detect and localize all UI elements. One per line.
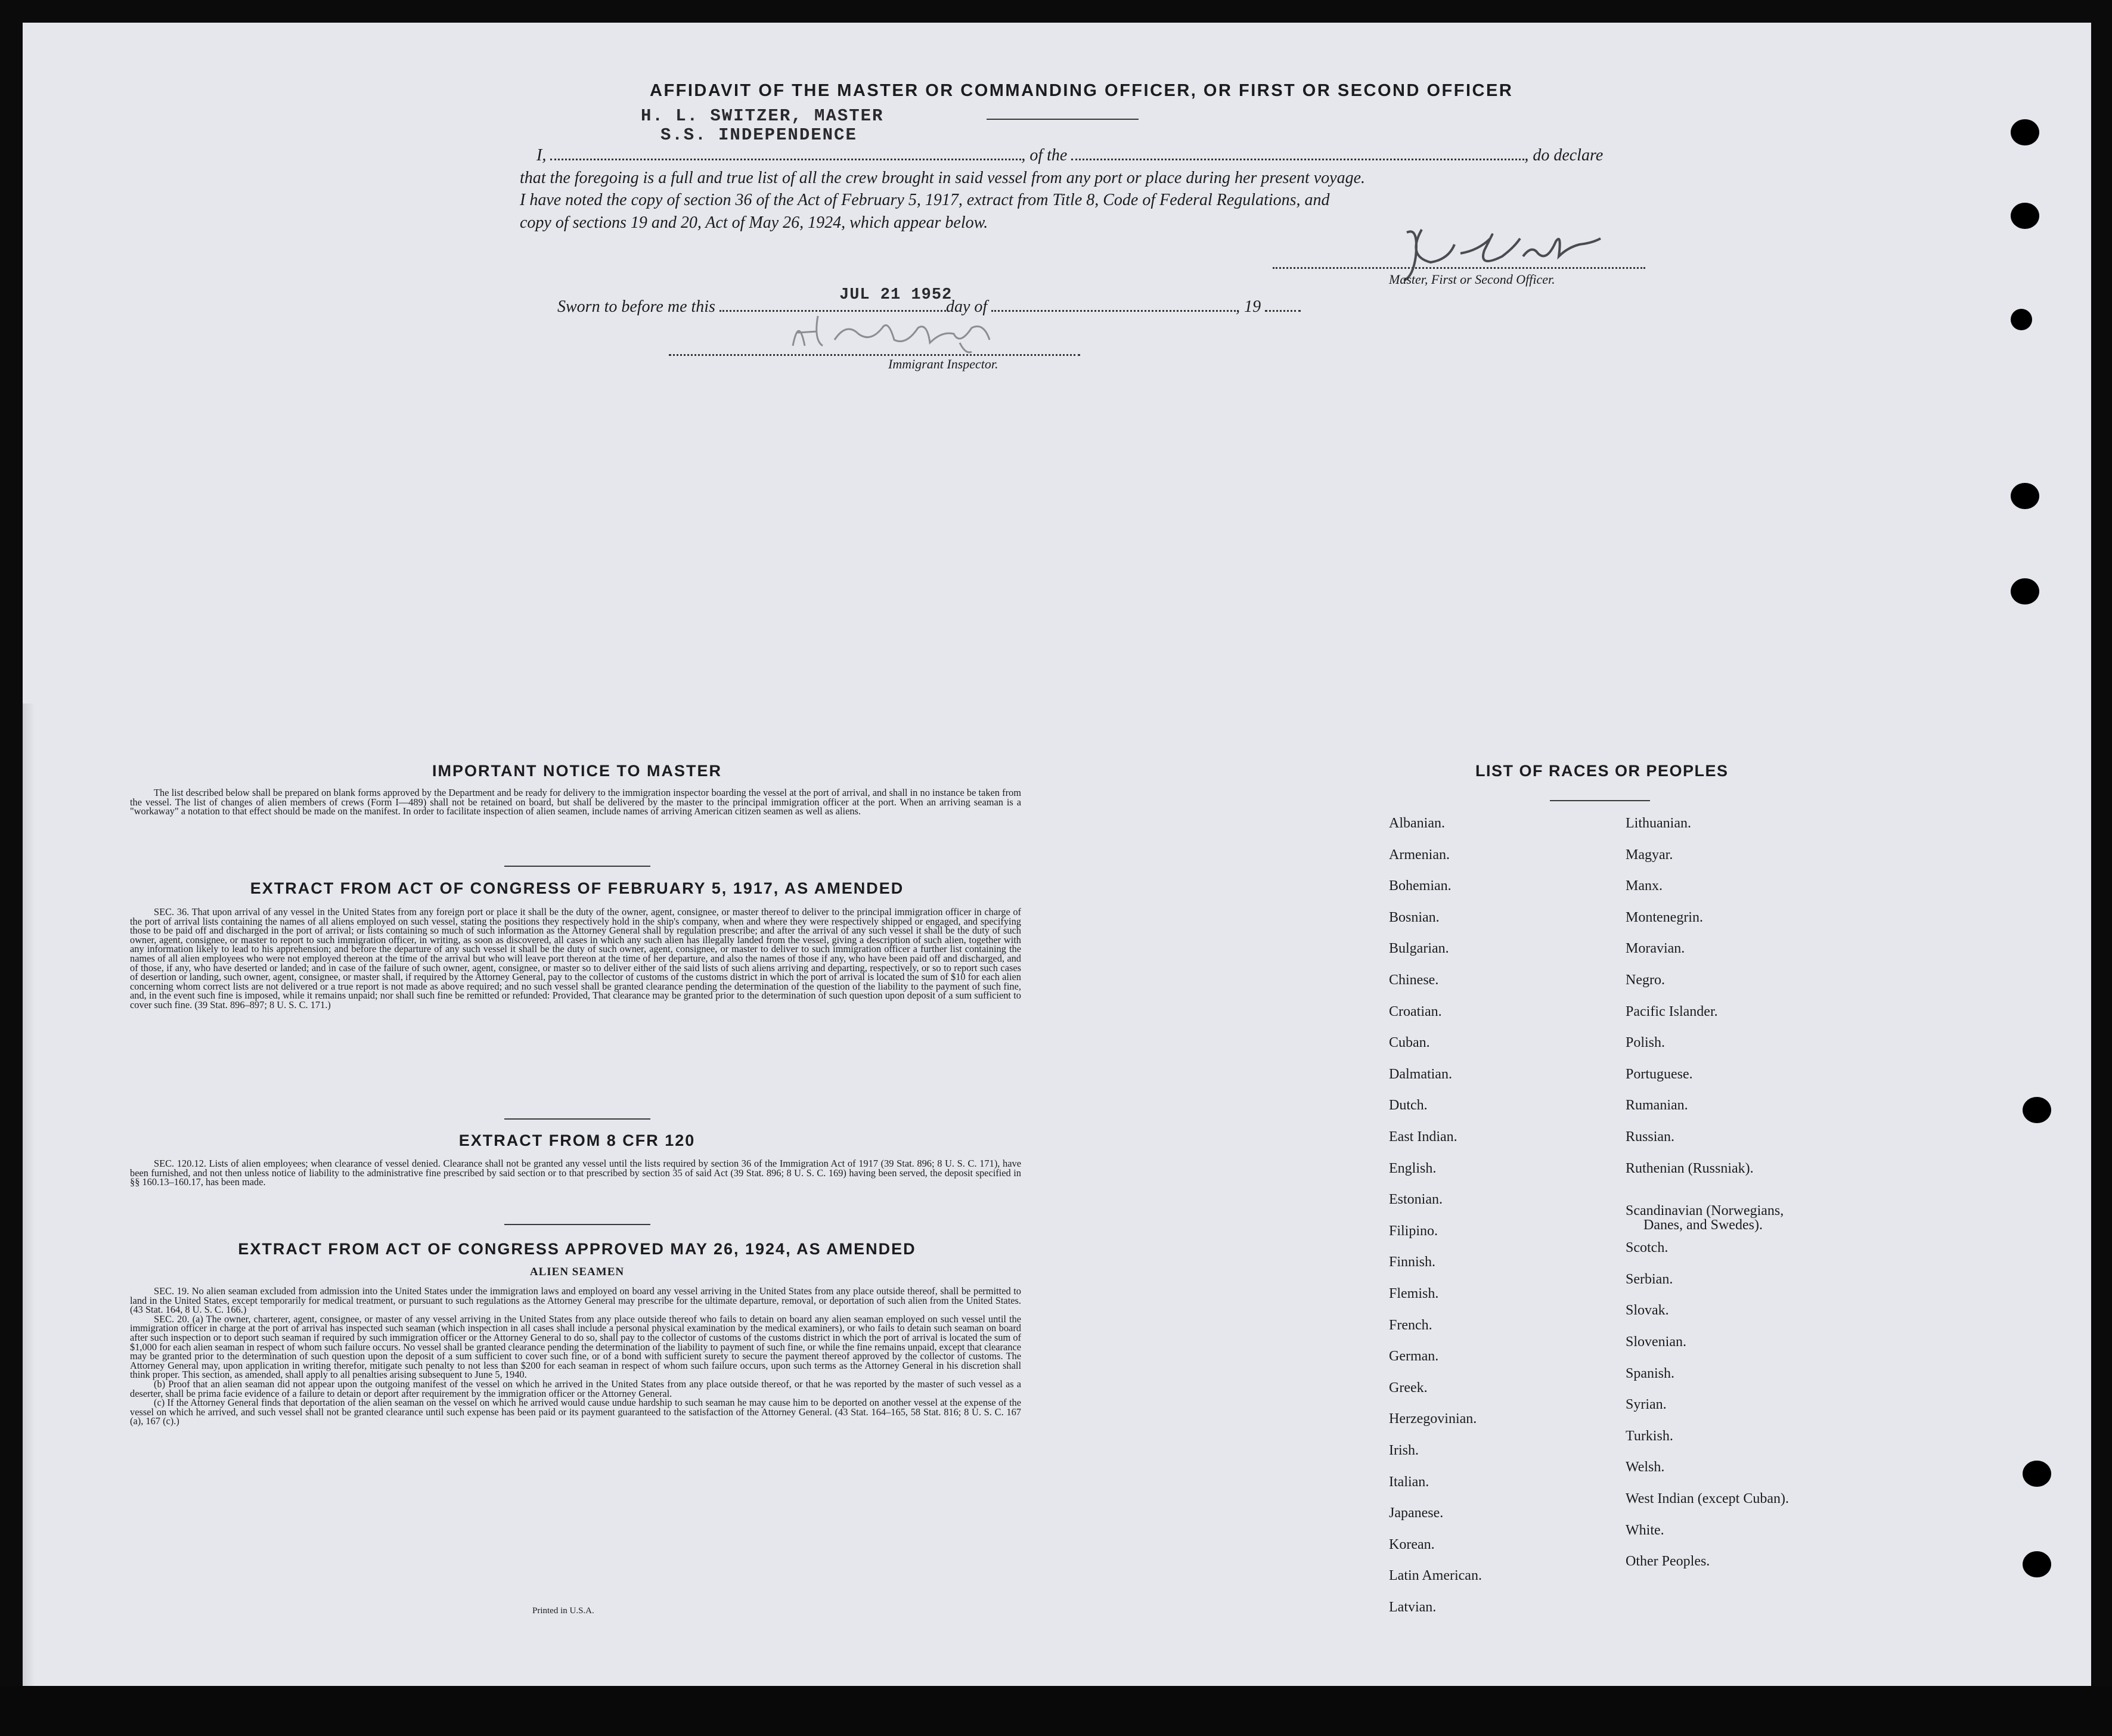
notice-text <box>130 788 1021 816</box>
extract-cfr-text <box>130 1159 1021 1187</box>
race-item: Albanian. <box>1389 816 1445 831</box>
race-item: Danes, and Swedes). <box>1643 1217 1763 1233</box>
sworn-year-blank <box>1265 297 1301 312</box>
races-divider <box>1550 800 1650 801</box>
notice-heading: IMPORTANT NOTICE TO MASTER <box>432 762 722 780</box>
race-item: Filipino. <box>1389 1223 1438 1239</box>
race-item: Manx. <box>1626 878 1663 894</box>
race-item: Magyar. <box>1626 847 1673 863</box>
race-item: Dalmatian. <box>1389 1067 1452 1082</box>
race-item: Bulgarian. <box>1389 941 1449 956</box>
race-item: Dutch. <box>1389 1098 1428 1113</box>
race-item: Croatian. <box>1389 1004 1442 1019</box>
sec-20b-paragraph: (b) Proof that an alien seaman did not appear upon the outgoing manifest of the vessel on which he arrived in the United States from any place outside thereof, or that he was reported by the master of such vessel as a deserter, shall be prima facie evidence of a failure to detain or deport after requirement by the immigration officer or the Attorney General. <box>130 1378 1021 1399</box>
race-item: Lithuanian. <box>1626 816 1691 831</box>
race-item: Cuban. <box>1389 1035 1430 1050</box>
race-item: Slovenian. <box>1626 1334 1686 1350</box>
race-item: Rumanian. <box>1626 1098 1688 1113</box>
affidavit-line-4: copy of sections 19 and 20, Act of May 26, 1924, which appear below. <box>520 213 988 232</box>
title-divider <box>987 119 1139 120</box>
race-item: Russian. <box>1626 1129 1675 1145</box>
extract-1924-heading: EXTRACT FROM ACT OF CONGRESS APPROVED MAY 26, 1924, AS AMENDED <box>238 1240 916 1258</box>
punch-hole <box>2011 483 2039 509</box>
line1-of-the-text: , of the <box>1021 146 1068 165</box>
extract-1917-paragraph: SEC. 36. That upon arrival of any vessel in the United States from any foreign port or place it shall be the duty of the owner, agent, consignee, or master thereof to deliver to the principal immigration officer in charge of the port of arrival lists containing the names of all aliens employed on such vessel, stating the positions they respectively hold in the ship's company, when and where they were respectively shipped or engaged, and specifying those to be paid off and discharged in the port of arrival; or lists containing so much of such information as the Attorney General shall by regulation prescribe; and after the arrival of any such vessel it shall be the duty of such owner, agent, consignee, or master to report to such immigration officer, in writing, as soon as discovered, all cases in which any such alien has illegally landed from the vessel, giving a description of such alien, together with any information likely to lead to his apprehension; and before the departure of any such vessel it shall be the duty of such owner, agent, consignee, or master to deliver to such immigration officer a further list containing the names of all alien employees who were not employed thereon at the time of the arrival but who will leave port thereon at the time of her departure, and also the names of those if any, who have been paid off and discharged, and of those, if any, who have deserted or landed; and in case of the failure of such owner, agent, consignee, or master so to deliver either of the said lists of such aliens arriving and departing, respectively, or so to report such cases of desertion or landing, such owner, agent, consignee, or master shall, if required by the Attorney General, pay to the collector of customs of the customs district in which the port of arrival is located the sum of $10 for each alien concerning whom correct lists are not delivered or a true report is not made as above required; and no such vessel shall be granted clearance pending the determination of the question of the liability to the payment of such fine, and, in the event such fine is imposed, while it remains unpaid; nor shall such fine be remitted or refunded: Provided, That clearance may be granted prior to the determination of such question upon deposit of a sum sufficient to cover such fine. (39 Stat. 896–897; 8 U. S. C. 171.) <box>130 906 1021 1010</box>
race-item: Bohemian. <box>1389 878 1452 894</box>
race-item: Welsh. <box>1626 1459 1665 1475</box>
race-item: Irish. <box>1389 1443 1419 1458</box>
inspector-caption: Immigrant Inspector. <box>888 356 998 371</box>
race-item: Japanese. <box>1389 1505 1444 1521</box>
race-item: Estonian. <box>1389 1192 1443 1207</box>
sworn-prefix-text: Sworn to before me this <box>557 297 715 316</box>
race-item: Armenian. <box>1389 847 1450 863</box>
race-item: Scandinavian (Norwegians, <box>1626 1203 1784 1219</box>
race-item: Greek. <box>1389 1380 1428 1396</box>
name-blank <box>550 145 1021 160</box>
race-item: White. <box>1626 1523 1664 1538</box>
affidavit-line-3: I have noted the copy of section 36 of the Act of February 5, 1917, extract from Title 8, Code of Federal Regulations, and <box>520 191 1330 209</box>
race-item: Latin American. <box>1389 1568 1482 1583</box>
page-fold-shadow <box>23 703 35 1687</box>
extract-cfr-paragraph: SEC. 120.12. Lists of alien employees; when clearance of vessel denied. Clearance shall not be granted any vessel until the lists required by section 36 of the Immigration Act of 1917 (39 Stat. 896; 8 U. S. C. 171), have been furnished, and not then unless notice of liability to the administrative fine prescribed by said section or to that prescribed by section 35 of said Act (39 Stat. 896; 8 U. S. C. 169) having been served, the deposit specified in §§ 160.13–160.17, has been made. <box>130 1158 1021 1188</box>
race-item: French. <box>1389 1318 1432 1333</box>
race-item: Scotch. <box>1626 1240 1668 1256</box>
race-item: Syrian. <box>1626 1397 1667 1412</box>
race-item: Spanish. <box>1626 1366 1675 1381</box>
race-item: Moravian. <box>1626 941 1685 956</box>
sworn-year-text: , 19 <box>1236 297 1261 316</box>
sec-20c-paragraph: (c) If the Attorney General finds that deportation of the alien seaman on the vessel on which he arrived would cause undue hardship to such seaman he may cause him to be deported on another vessel at the expense of the vessel on which he arrived, and such vessel shall not be granted clearance until such expense has been paid or its payment guaranteed to the satisfaction of the Attorney General. (43 Stat. 164–165, 58 Stat. 816; 8 U. S. C. 167 (a), 167 (c).) <box>130 1397 1021 1427</box>
punch-hole <box>2011 119 2039 145</box>
extract-1924-text <box>130 1286 1021 1426</box>
scan-bottom-edge <box>0 1686 2112 1736</box>
race-item: Turkish. <box>1626 1428 1673 1444</box>
race-item: Negro. <box>1626 972 1665 988</box>
race-item: Portuguese. <box>1626 1067 1693 1082</box>
race-item: Korean. <box>1389 1537 1435 1552</box>
race-item: Montenegrin. <box>1626 910 1703 925</box>
race-item: West Indian (except Cuban). <box>1626 1491 1789 1506</box>
inspector-signature <box>781 310 1031 358</box>
race-item: Flemish. <box>1389 1286 1439 1301</box>
race-item: Ruthenian (Russniak). <box>1626 1161 1754 1176</box>
vessel-blank <box>1071 145 1524 160</box>
line1-do-declare-text: , do declare <box>1524 146 1604 165</box>
sec-20a-paragraph: SEC. 20. (a) The owner, charterer, agent, consignee, or master of any vessel arriving in the United States from any place outside thereof who fails to detain on board any alien seaman employed on such vessel until the immigration officer in charge at the port of arrival has inspected such seaman (which inspection in all cases shall include a personal physical examination by the medical examiners), or who fails to detain such seaman on board after such inspection or to deport such seaman if required by such immigration officer or the Attorney General to do so, shall pay to the collector of customs of the customs district in which the port of arrival is located the sum of $1,000 for each alien seaman in respect of whom such failure occurs. No vessel shall be granted clearance pending the determination of the liability to payment of such fine, or while the fine remains unpaid, except that clearance may be granted prior to the determination of such question upon the deposit of a sum sufficient to cover such fine, or of a bond with sufficient surety to secure the payment thereof approved by the collector of customs. The Attorney General may, upon application in writing therefor, mitigate such penalty to not less than $200 for each seaman in respect of whom such failure occurs, upon such terms as the Attorney General in his discretion shall think proper. This section, as amended, shall apply to all penalties arising subsequent to June 5, 1940. <box>130 1313 1021 1381</box>
line1-i-text: I, <box>536 146 547 165</box>
alien-seamen-subheading: ALIEN SEAMEN <box>529 1266 625 1278</box>
race-item: Chinese. <box>1389 972 1439 988</box>
typed-master-name: H. L. SWITZER, MASTER <box>641 106 884 126</box>
divider-2 <box>504 1118 650 1120</box>
sworn-date-stamp: JUL 21 1952 <box>839 286 953 304</box>
race-item: Bosnian. <box>1389 910 1440 925</box>
race-item: Herzegovinian. <box>1389 1411 1477 1427</box>
affidavit-line-2: that the foregoing is a full and true list of all the crew brought in said vessel from any port or place during her present voyage. <box>520 169 1366 187</box>
document-sheet <box>23 23 2091 1686</box>
divider-1 <box>504 866 650 867</box>
divider-3 <box>504 1224 650 1225</box>
race-item: Other Peoples. <box>1626 1554 1710 1569</box>
sec-19-paragraph: SEC. 19. No alien seaman excluded from admission into the United States under the immigration laws and employed on board any vessel arriving in the United States from any place outside thereof, shall be permitted to land in the United States, except temporarily for medical treatment, or pursuant to such regulations as the Attorney General may prescribe for the ultimate departure, removal, or deportation of such alien from the United States. (43 Stat. 164, 8 U. S. C. 166.) <box>130 1285 1021 1316</box>
punch-hole <box>2023 1551 2051 1577</box>
extract-1917-text <box>130 907 1021 1010</box>
punch-hole <box>2023 1461 2051 1487</box>
race-item: Finnish. <box>1389 1254 1436 1270</box>
extract-1917-heading: EXTRACT FROM ACT OF CONGRESS OF FEBRUARY 5, 1917, AS AMENDED <box>250 879 904 897</box>
inspector-signature-line <box>669 354 1080 356</box>
notice-paragraph: The list described below shall be prepared on blank forms approved by the Department and be ready for delivery to the immigration inspector boarding the vessel at the port of arrival, and shall in no instance be taken from the vessel. The list of changes of alien members of crews (Form I—489) shall not be retained on board, but shall be delivered by the master to the principal immigration officer at the port. When an arriving seaman is a "workaway" a notation to that effect should be made on the manifest. In order to facilitate inspection of alien seamen, include names of arriving American citizen seamen as well as aliens. <box>130 787 1021 817</box>
race-item: Italian. <box>1389 1474 1429 1490</box>
punch-hole <box>2011 578 2039 604</box>
punch-hole <box>2011 309 2032 330</box>
race-item: English. <box>1389 1161 1437 1176</box>
race-item: Serbian. <box>1626 1272 1673 1287</box>
extract-cfr-heading: EXTRACT FROM 8 CFR 120 <box>458 1132 696 1149</box>
race-item: Pacific Islander. <box>1626 1004 1718 1019</box>
master-caption: Master, First or Second Officer. <box>1389 272 1555 287</box>
race-item: Polish. <box>1626 1035 1666 1050</box>
race-item: East Indian. <box>1389 1129 1457 1145</box>
punch-hole <box>2011 203 2039 229</box>
race-item: Latvian. <box>1389 1599 1437 1615</box>
affidavit-title: AFFIDAVIT OF THE MASTER OR COMMANDING OFFICER, OR FIRST OR SECOND OFFICER <box>650 81 1514 100</box>
punch-hole <box>2023 1097 2051 1123</box>
affidavit-line-1 <box>536 145 1603 165</box>
race-item: Slovak. <box>1626 1303 1669 1318</box>
race-item: German. <box>1389 1348 1439 1364</box>
sworn-day-of-text: day of <box>945 297 988 316</box>
races-heading: LIST OF RACES OR PEOPLES <box>1475 762 1729 780</box>
printed-in-usa: Printed in U.S.A. <box>532 1606 594 1616</box>
typed-vessel-name: S.S. INDEPENDENCE <box>660 125 857 145</box>
